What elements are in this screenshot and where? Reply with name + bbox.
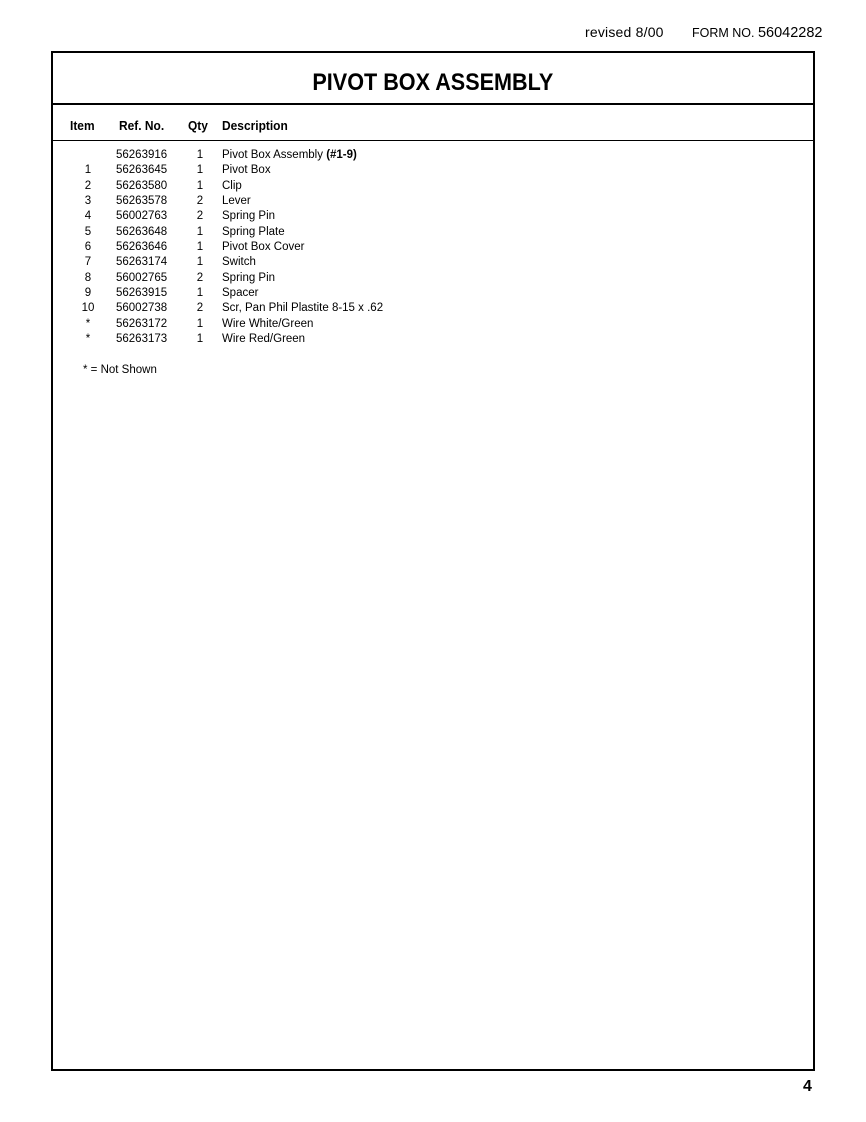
table-row: [53, 318, 813, 333]
item-cell: *: [85, 317, 91, 330]
item-cell: 9: [84, 287, 92, 300]
item-cell: 7: [84, 256, 92, 269]
column-header-ref-no: Ref. No.: [119, 118, 165, 133]
ref-no-cell: 56263645: [116, 164, 168, 177]
description-cell: Pivot Box: [222, 164, 271, 177]
description-cell: Scr, Pan Phil Plastite 8-15 x .62: [222, 302, 384, 315]
qty-cell: 1: [196, 287, 204, 300]
ref-no-cell: 56263646: [116, 241, 168, 254]
table-row: [53, 149, 813, 164]
description-cell: Clip: [222, 179, 242, 192]
ref-no-cell: 56002763: [116, 210, 168, 223]
header-divider: [53, 140, 813, 141]
qty-cell: 1: [196, 149, 204, 161]
table-row: [53, 256, 813, 271]
not-shown-note: * = Not Shown: [83, 364, 157, 376]
qty-cell: 1: [196, 179, 204, 192]
item-cell: 10: [81, 302, 95, 315]
ref-no-cell: 56263915: [116, 287, 168, 300]
title-bar: [53, 53, 813, 105]
ref-no-cell: 56263578: [116, 195, 168, 208]
description-cell: Pivot Box Assembly (#1-9): [222, 149, 357, 161]
description-cell: Switch: [222, 256, 256, 269]
item-cell: 8: [84, 271, 92, 284]
form-number-value: 56042282: [757, 25, 823, 41]
ref-no-cell: 56263172: [116, 317, 168, 330]
table-row: [53, 241, 813, 256]
qty-cell: 1: [196, 241, 204, 254]
ref-no-cell: 56263580: [116, 179, 168, 192]
table-row: [53, 210, 813, 225]
description-cell: Wire White/Green: [222, 317, 314, 330]
description-cell: Spacer: [222, 287, 259, 300]
column-header-item: Item: [70, 118, 95, 133]
item-cell: 1: [84, 164, 92, 177]
ref-no-cell: 56263174: [116, 256, 168, 269]
description-cell: Spring Plate: [222, 225, 285, 238]
qty-cell: 2: [196, 302, 204, 315]
qty-cell: 1: [196, 256, 204, 269]
qty-cell: 2: [196, 210, 204, 223]
table-row: [53, 226, 813, 241]
table-row: [53, 180, 813, 195]
item-cell: 3: [84, 195, 92, 208]
ref-no-cell: 56263916: [116, 149, 168, 161]
table-row: [53, 195, 813, 210]
description-range: (#1-9): [326, 149, 357, 161]
item-cell: *: [85, 333, 91, 346]
description-cell: Wire Red/Green: [222, 333, 306, 346]
form-label: FORM NO.: [692, 26, 755, 40]
item-cell: 2: [84, 179, 92, 192]
column-header-qty: Qty: [188, 118, 208, 133]
description-cell: Spring Pin: [222, 210, 276, 223]
ref-no-cell: 56263173: [116, 333, 168, 346]
table-row: [53, 333, 813, 348]
item-cell: 6: [84, 241, 92, 254]
column-header-description: Description: [222, 118, 288, 133]
qty-cell: 1: [196, 225, 204, 238]
table-row: [53, 302, 813, 317]
qty-cell: 1: [196, 317, 204, 330]
ref-no-cell: 56002738: [116, 302, 168, 315]
qty-cell: 2: [196, 195, 204, 208]
revised-date: revised 8/00: [585, 24, 664, 40]
parts-list-frame: [51, 51, 815, 1071]
table-row: [53, 287, 813, 302]
ref-no-cell: 56263648: [116, 225, 168, 238]
qty-cell: 1: [196, 333, 204, 346]
parts-table: [53, 149, 813, 348]
item-cell: 5: [84, 225, 92, 238]
item-cell: 4: [84, 210, 92, 223]
ref-no-cell: 56002765: [116, 271, 168, 284]
qty-cell: 2: [196, 271, 204, 284]
page-title: PIVOT BOX ASSEMBLY: [312, 69, 554, 96]
page-number: 4: [803, 1078, 812, 1095]
table-row: [53, 272, 813, 287]
description-cell: Lever: [222, 195, 251, 208]
description-cell: Spring Pin: [222, 271, 276, 284]
qty-cell: 1: [196, 164, 204, 177]
description-cell: Pivot Box Cover: [222, 241, 305, 254]
table-row: [53, 164, 813, 179]
form-number: [692, 25, 823, 41]
